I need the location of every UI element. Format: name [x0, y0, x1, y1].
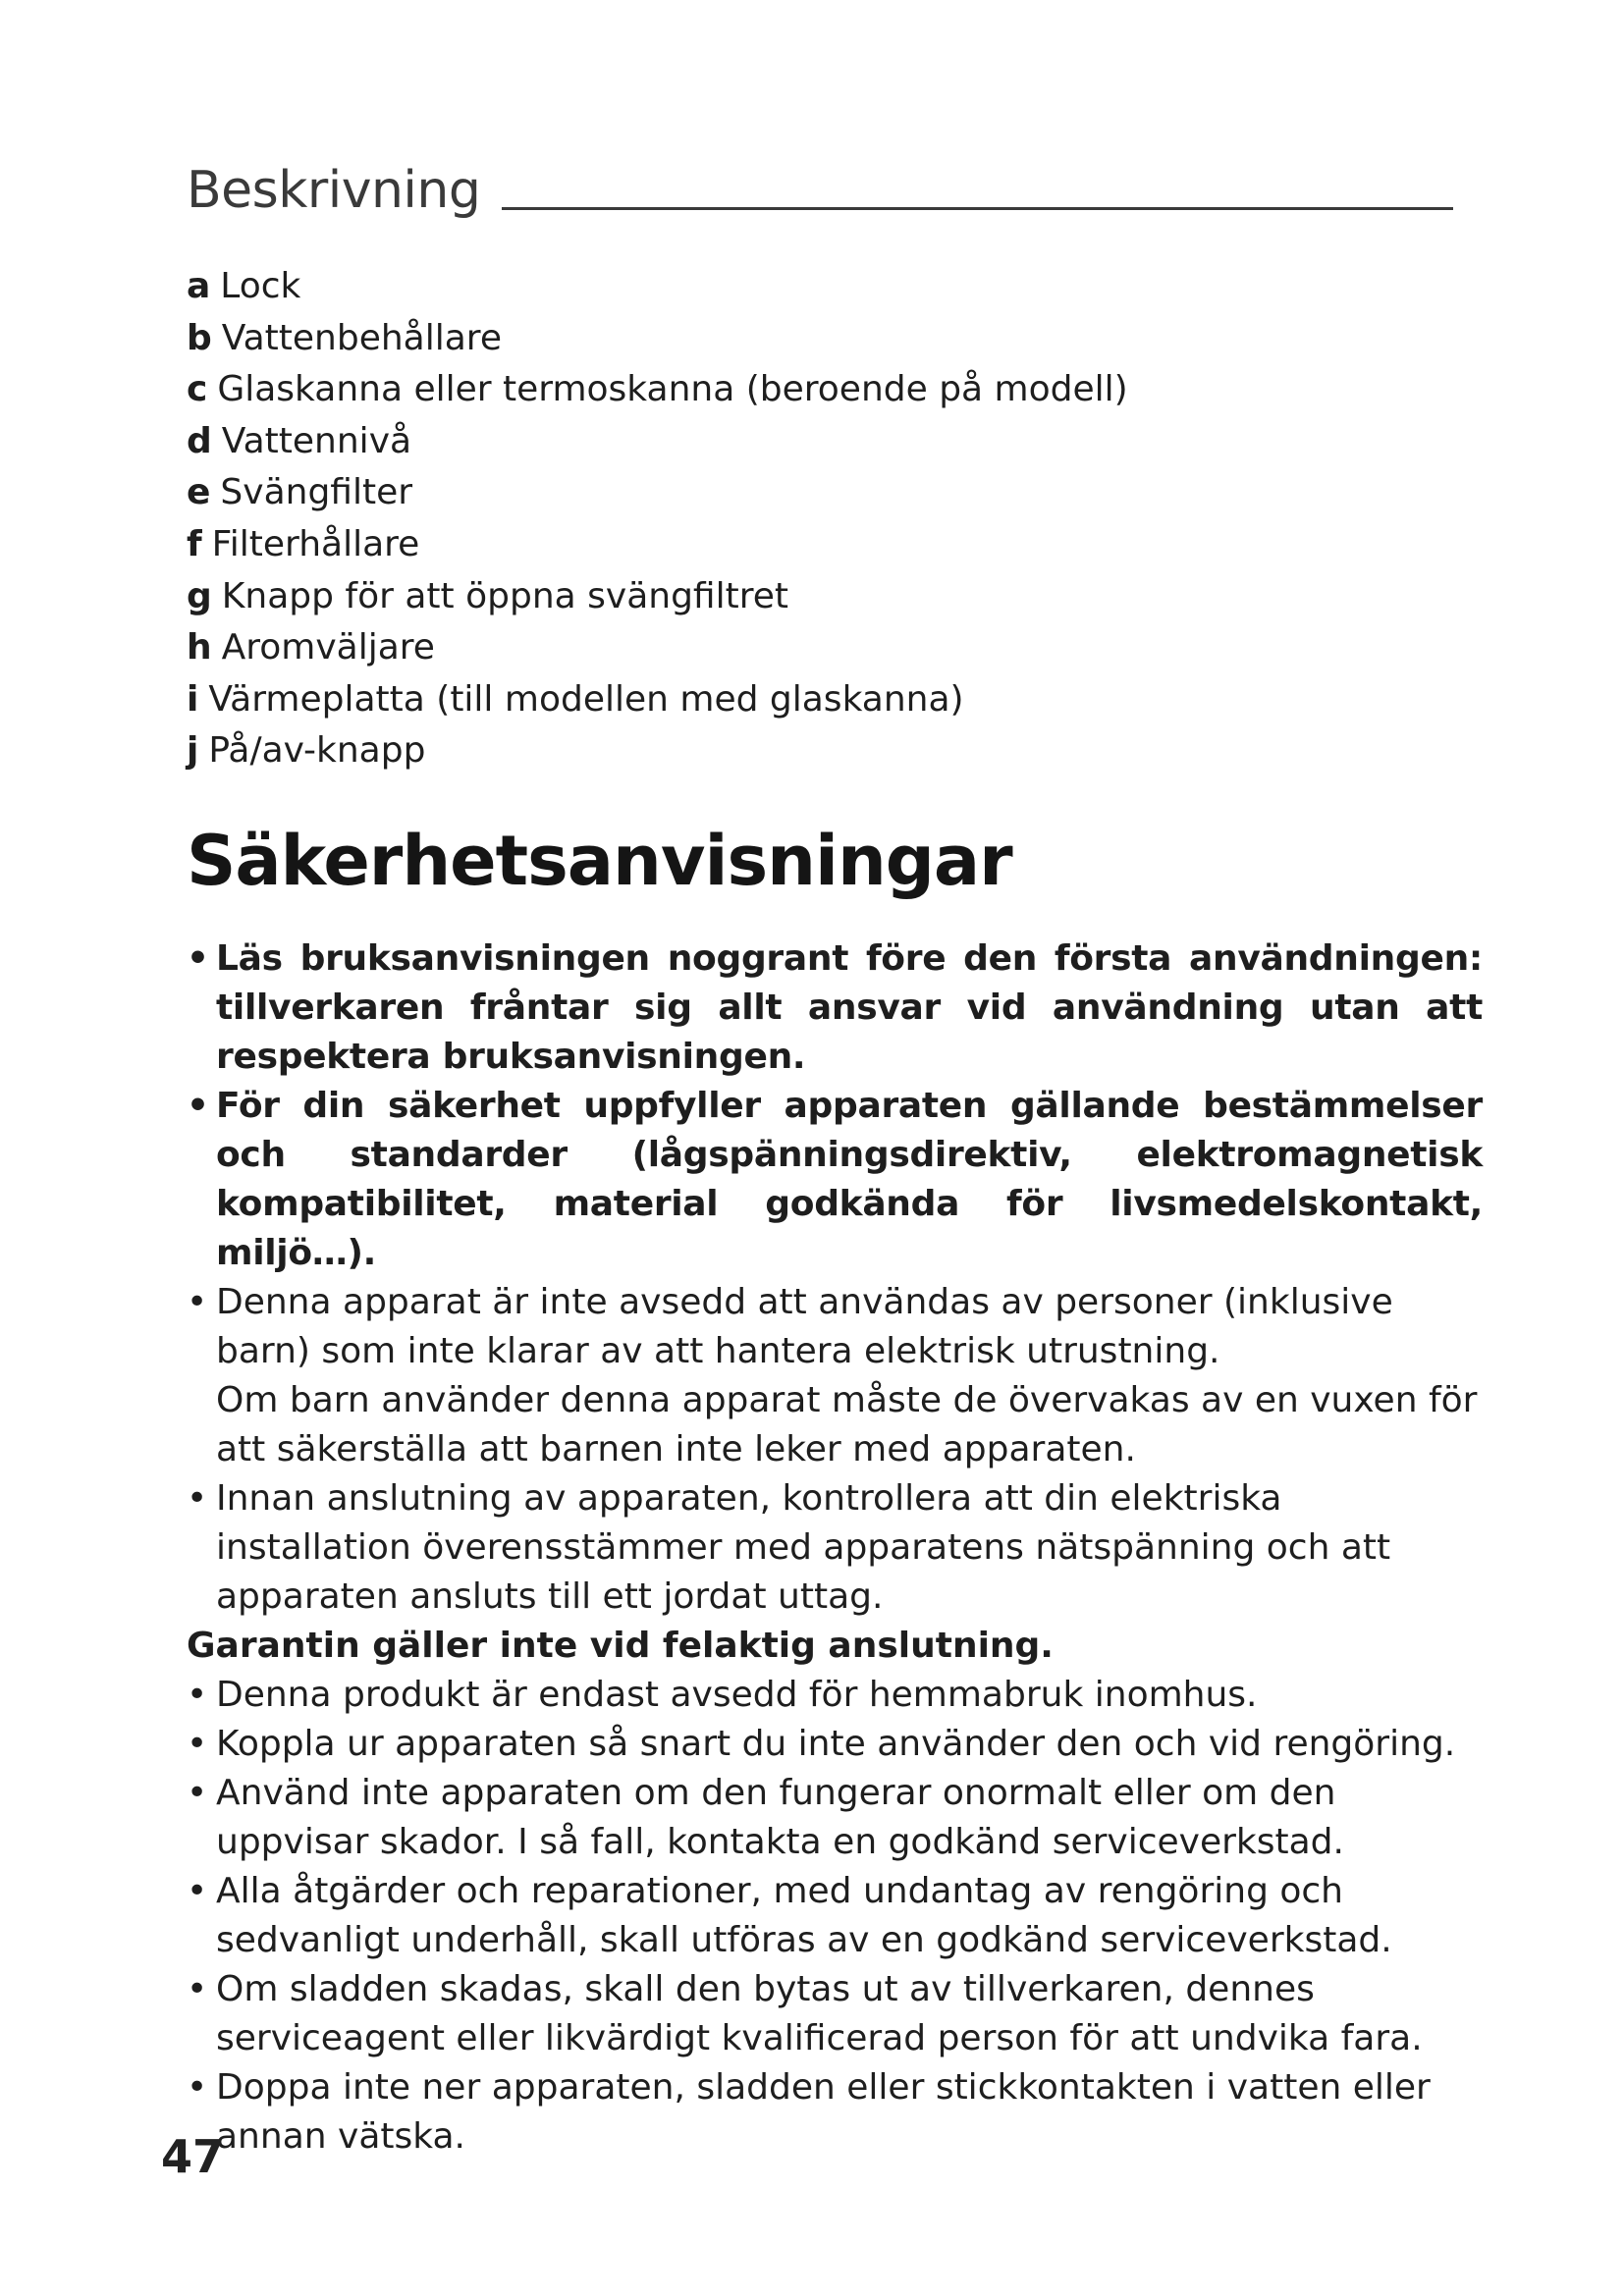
item-text: Värmeplatta (till modellen med glaskanna) — [208, 678, 964, 720]
item-letter: a — [187, 266, 211, 306]
item-text: Vattennivå — [221, 420, 412, 461]
item-text: Filterhållare — [211, 523, 420, 564]
safety-item: • Läs bruksanvisningen noggrant före den första användningen: tillverkaren fråntar sig allt ansvar vid användning utan att respektera bruksanvisningen. — [187, 934, 1483, 1082]
safety-list-bottom — [187, 1671, 1483, 2162]
page-number: 47 — [161, 2130, 225, 2183]
list-item — [187, 725, 1128, 777]
header-rule — [502, 207, 1453, 210]
description-title: Beskrivning — [187, 161, 481, 220]
list-item — [187, 467, 1128, 519]
item-letter: g — [187, 575, 212, 616]
item-letter: h — [187, 627, 212, 668]
list-item — [187, 416, 1128, 468]
item-text: På/av-knapp — [208, 730, 426, 772]
list-item — [187, 364, 1128, 416]
item-letter: e — [187, 472, 211, 513]
item-text: Svängfilter — [220, 472, 413, 513]
item-letter: b — [187, 317, 212, 358]
item-text: Aromväljare — [221, 627, 435, 668]
item-text: Knapp för att öppna svängfiltret — [221, 575, 788, 616]
list-item — [187, 519, 1128, 571]
parts-list — [187, 261, 1128, 777]
description-header — [187, 161, 1453, 220]
safety-list-top — [187, 934, 1483, 1622]
item-text: Vattenbehållare — [221, 317, 502, 358]
safety-item: • Innan anslutning av apparaten, kontrollera att din elektriska installation överensstämmer med apparatens nätspänning och att apparaten ansluts till ett jordat uttag. — [187, 1474, 1483, 1622]
item-text: Glaskanna eller termoskanna (beroende på modell) — [217, 369, 1128, 410]
safety-instructions — [187, 934, 1483, 2162]
list-item — [187, 261, 1128, 313]
children-paragraph-2: Om barn använder denna apparat måste de övervakas av en vuxen för att säkerställa att barnen inte leker med apparaten. — [216, 1380, 1478, 1469]
safety-item: • Alla åtgärder och reparationer, med undantag av rengöring och sedvanligt underhåll, skall utföras av en godkänd serviceverkstad. — [187, 1867, 1483, 1965]
list-item — [187, 571, 1128, 623]
item-letter: i — [187, 678, 199, 720]
list-item — [187, 622, 1128, 674]
item-letter: f — [187, 523, 202, 564]
safety-title: Säkerhetsanvisningar — [187, 821, 1012, 901]
safety-item: • Om sladden skadas, skall den bytas ut av tillverkaren, dennes serviceagent eller likvärdigt kvalificerad person för att undvika fara. — [187, 1965, 1483, 2063]
list-item — [187, 674, 1128, 726]
safety-item: • För din säkerhet uppfyller apparaten gällande bestämmelser och standarder (lågspänningsdirektiv, elektromagnetisk kompatibilitet, material godkända för livsmedelskontakt, miljö…). — [187, 1082, 1483, 1278]
safety-item: • Koppla ur apparaten så snart du inte använder den och vid rengöring. — [187, 1720, 1483, 1769]
warranty-note: Garantin gäller inte vid felaktig anslutning. — [187, 1626, 1054, 1666]
safety-item: • Använd inte apparaten om den fungerar onormalt eller om den uppvisar skador. I så fall, kontakta en godkänd serviceverkstad. — [187, 1769, 1483, 1867]
item-letter: j — [187, 730, 199, 772]
safety-item — [187, 1278, 1483, 1474]
item-letter: d — [187, 420, 212, 461]
item-letter: c — [187, 369, 208, 410]
children-paragraph-1: • Denna apparat är inte avsedd att användas av personer (inklusive barn) som inte klarar av att hantera elektrisk utrustning. — [216, 1282, 1393, 1371]
safety-item: • Denna produkt är endast avsedd för hemmabruk inomhus. — [187, 1671, 1483, 1720]
list-item — [187, 313, 1128, 365]
item-text: Lock — [220, 266, 301, 306]
safety-item: • Doppa inte ner apparaten, sladden eller stickkontakten i vatten eller annan vätska. — [187, 2063, 1483, 2162]
